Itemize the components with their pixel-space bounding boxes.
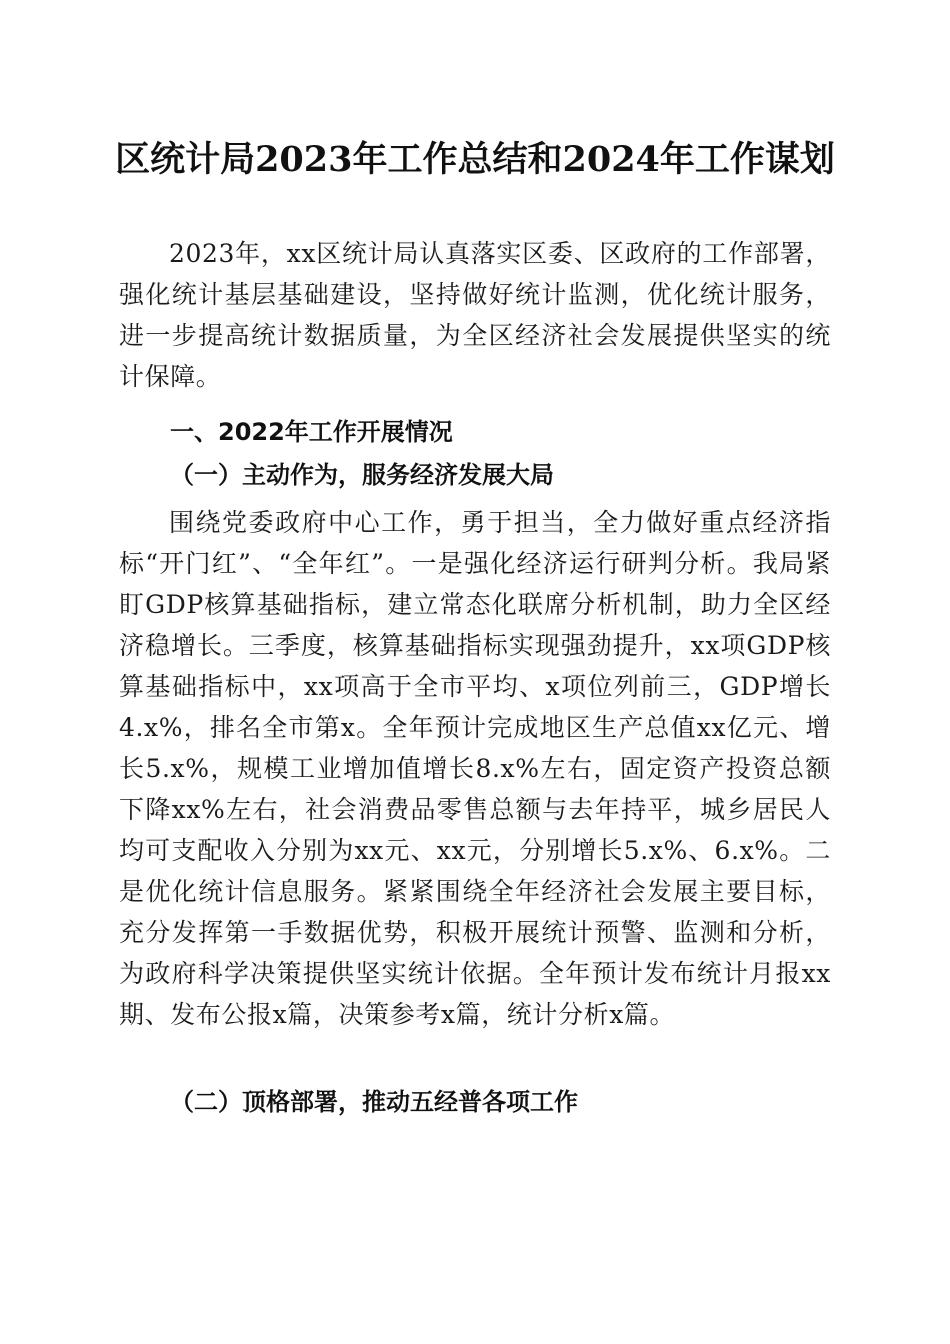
- subsection-heading-1: （一）主动作为，服务经济发展大局: [170, 460, 554, 489]
- intro-paragraph: 2023年，xx区统计局认真落实区委、区政府的工作部署，强化统计基层基础建设，坚持做好统计监测，优化统计服务，进一步提高统计数据质量，为全区经济社会发展提供坚实的统计保障。: [119, 239, 831, 391]
- subsection-heading-2: （二）顶格部署，推动五经普各项工作: [170, 1087, 578, 1116]
- subsection-1-paragraph: 围绕党委政府中心工作，勇于担当，全力做好重点经济指标“开门红”、“全年红”。一是强化经济运行研判分析。我局紧盯GDP核算基础指标，建立常态化联席分析机制，助力全区经济稳增长。三季度，核算基础指标实现强劲提升，xx项GDP核算基础指标中，xx项高于全市平均、x项位列前三，GDP增长4.x%，排名全市第x。全年预计完成地区生产总值xx亿元、增长5.x%，规模工业增加值增长8.x%左右，固定资产投资总额下降xx%左右，社会消费品零售总额与去年持平，城乡居民人均可支配收入分别为xx元、xx元，分别增长5.x%、6.x%。二是优化统计信息服务。紧紧围绕全年经济社会发展主要目标，充分发挥第一手数据优势，积极开展统计预警、监测和分析，为政府科学决策提供坚实统计依据。全年预计发布统计月报xx期、发布公报x篇，决策参考x篇，统计分析x篇。: [119, 508, 831, 1029]
- section-heading-1: 一、2022年工作开展情况: [170, 418, 453, 446]
- document-title: 区统计局2023年工作总结和2024年工作谋划: [115, 139, 835, 180]
